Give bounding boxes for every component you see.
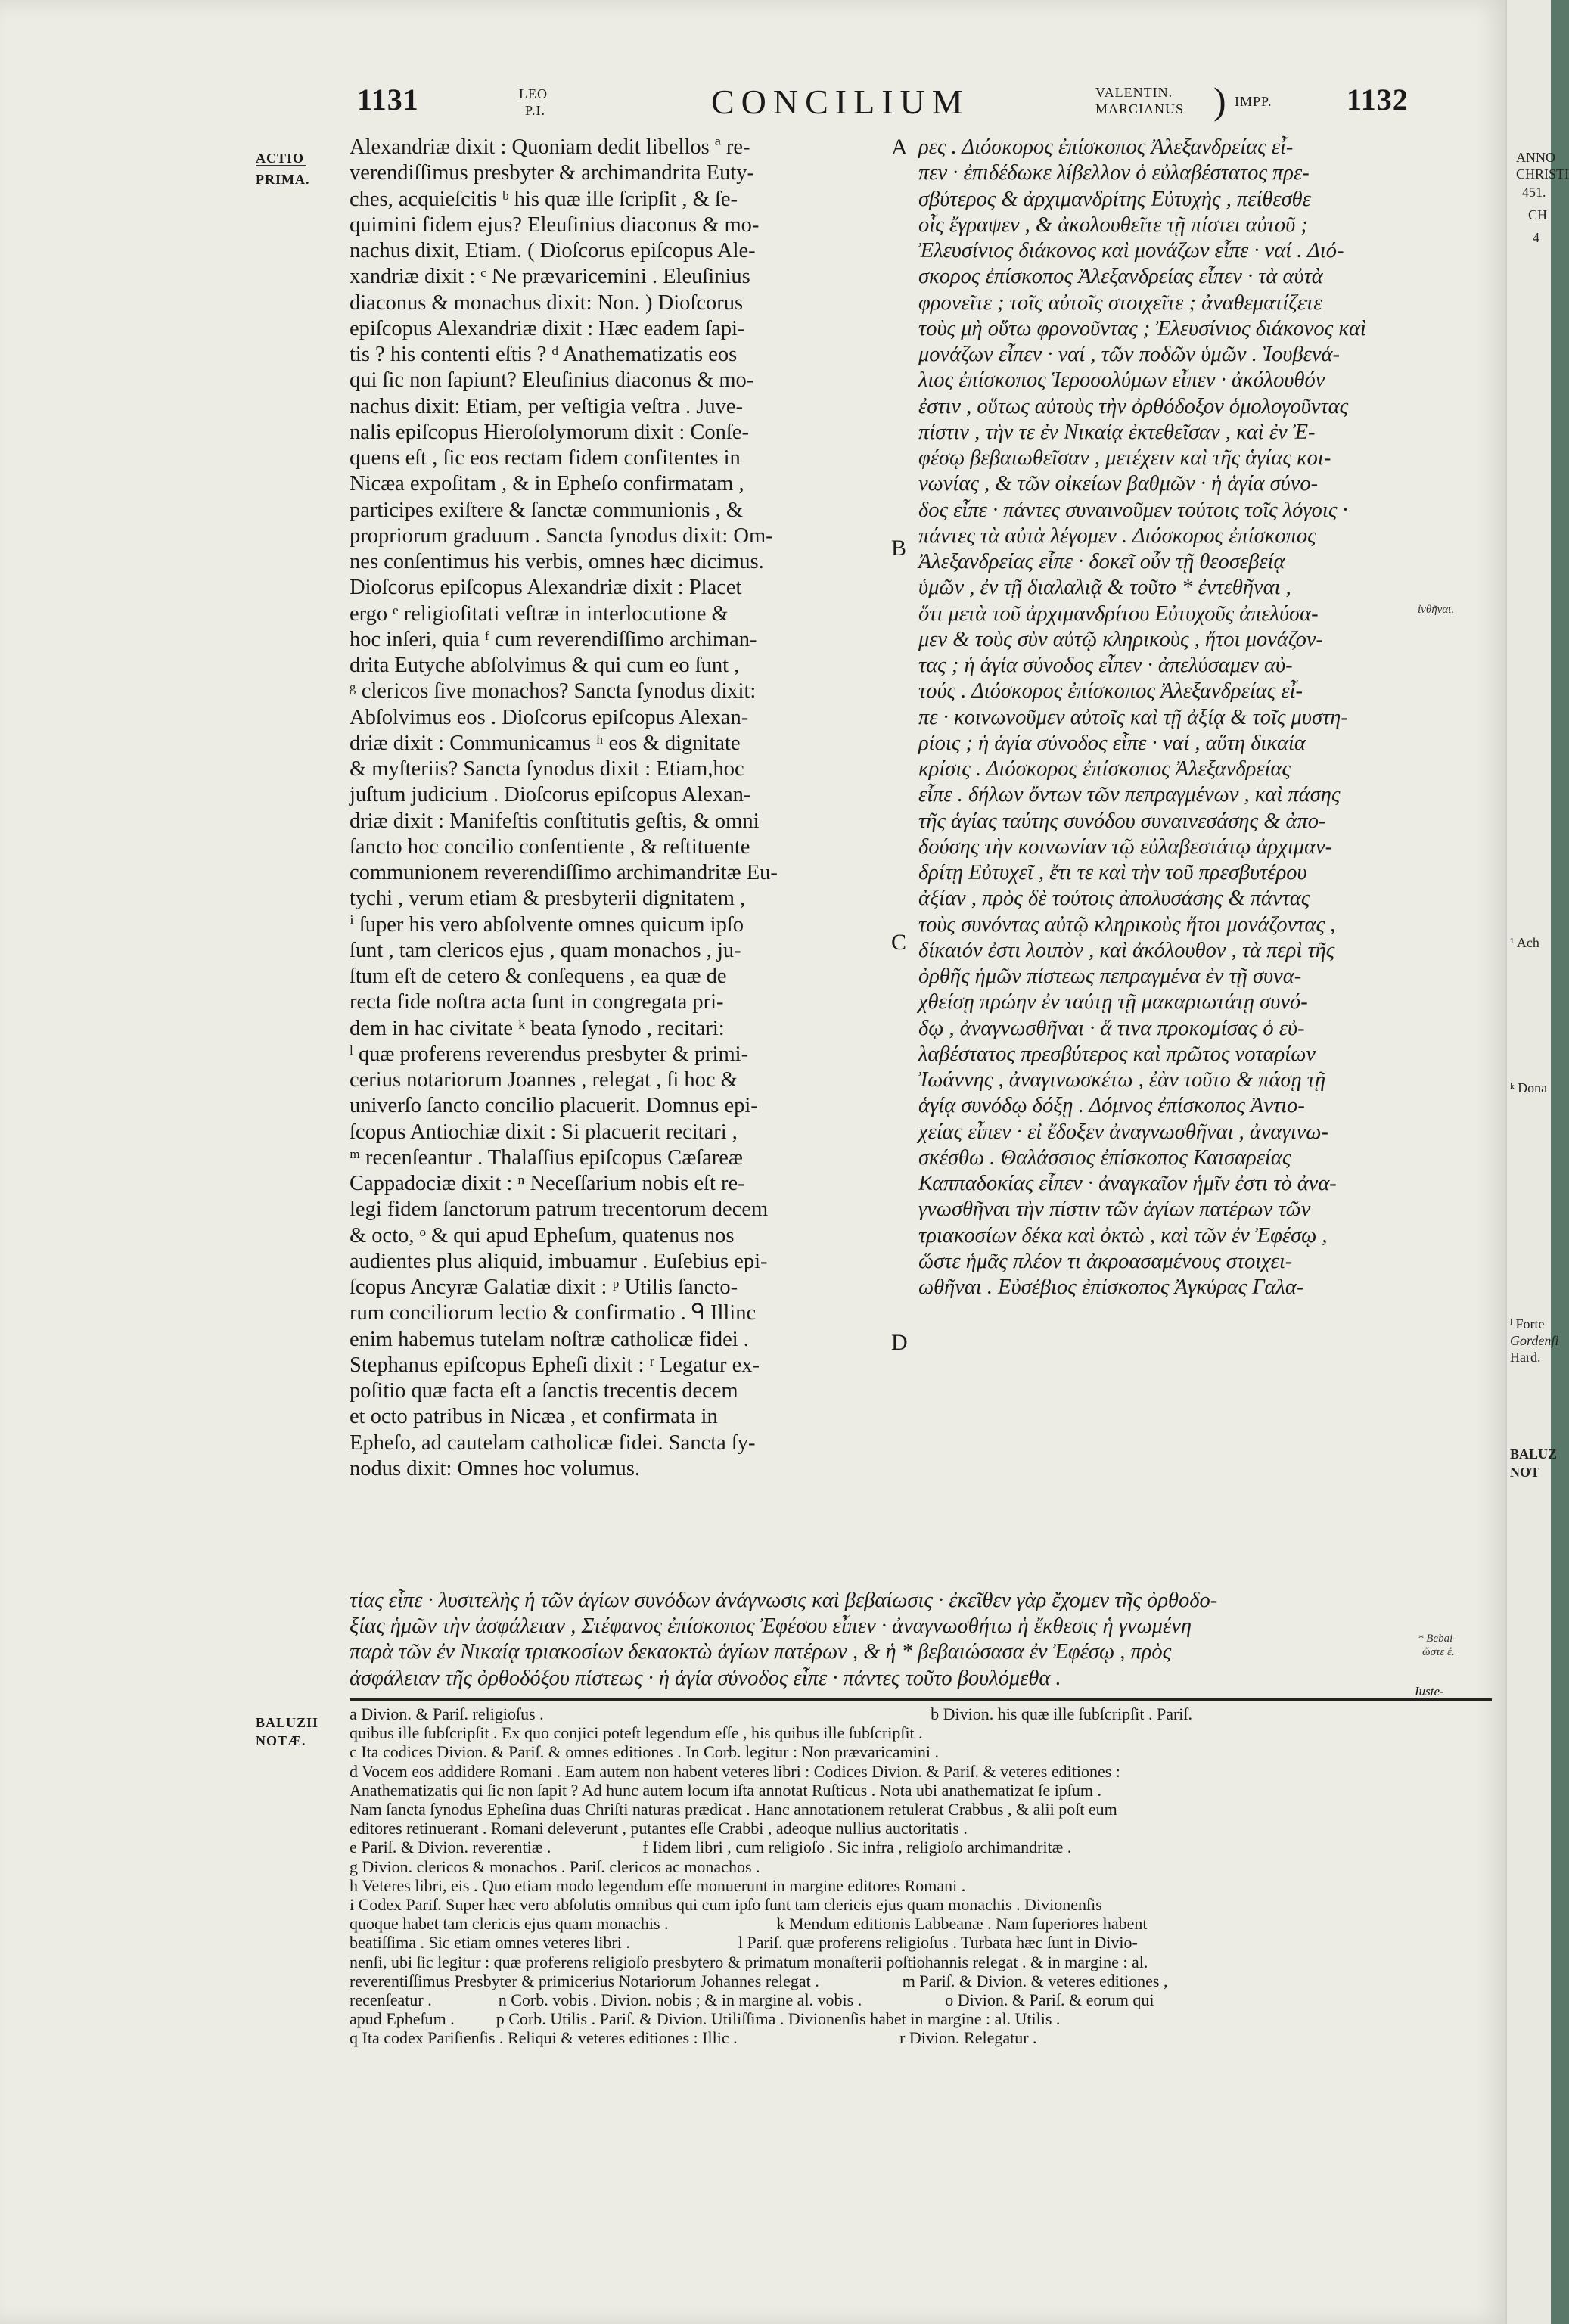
latin-line: Dioſcorus epiſcopus Alexandriæ dixit : Placet [350, 576, 742, 600]
note-line: quibus ille ſubſcripſit . Ex quo conjici poteſt legendum eſſe , his quibus ille ſubſcripſit . [350, 1723, 923, 1743]
margin-note-bebai: * Bebai- [1418, 1633, 1457, 1645]
note-line: h Veteres libri, eis . Quo etiam modo legendum eſſe monuerunt in margine editores Romani . [350, 1875, 966, 1895]
latin-line: nachus dixit: Etiam, per veſtigia veſtra . Juve- [350, 394, 743, 418]
greek-line: σκορος ἐπίσκοπος Ἀλεξανδρείας εἶπεν · τὰ αὐτὰ [918, 265, 1323, 289]
latin-line: & myſteriis? Sancta ſynodus dixit : Etiam,hoc [350, 757, 744, 781]
margin-note-hoste: ὥστε ἐ. [1422, 1646, 1455, 1658]
latin-line: ſcopus Antiochiæ dixit : Si placuerit recitari , [350, 1120, 738, 1144]
latin-line: nachus dixit, Etiam. ( Dioſcorus epiſcopus Ale- [350, 239, 756, 263]
note-line: beatiſſima . Sic etiam omnes veteres libri . l Pariſ. quæ proferens religioſus . Turbata hæc ſunt in Divio- [350, 1933, 1138, 1953]
latin-line: diaconus & monachus dixit: Non. ) Dioſcorus [350, 290, 744, 315]
greek-line: εἶπε . δήλων ὄντων τῶν πεπραγμένων , καὶ πάσης [918, 783, 1341, 807]
greek-continuation-line: ξίας ἡμῶν τὴν ἀσφάλειαν , Στέφανος ἐπίσκοπος Ἐφέσου εἶπεν · ἀναγνωσθήτω ἡ ἔκθεσις ἡ γνωμένη [350, 1614, 1192, 1639]
latin-line: participes exiſtere & ſanctæ communionis , & [350, 498, 743, 522]
latin-line: nodus dixit: Omnes hoc volumus. [350, 1456, 640, 1480]
greek-line: τοὺς συνόντας αὐτῷ κληρικοὺς ἤτοι μονάζοντας , [918, 912, 1336, 937]
latin-line: enim habemus tutelam noſtræ catholicæ fidei . [350, 1327, 749, 1351]
latin-line: driæ dixit : Communicamus ʰ eos & dignitate [350, 731, 741, 755]
latin-line: & octo, ᵒ & qui apud Epheſum, quatenus nos [350, 1223, 735, 1247]
greek-line: μονάζων εἶπεν · ναί , τῶν ποδῶν ὑμῶν . Ἰουβενά- [918, 343, 1340, 366]
greek-line: φρονεῖτε ; τοῖς αὐτοῖς στοιχεῖτε ; ἀναθεματίζετε [918, 290, 1322, 315]
note-line: d Vocem eos addidere Romani . Eam autem non habent veteres libri : Codices Divion. & Pariſ. & veteres editiones : [350, 1761, 1120, 1781]
margin-prima: PRIMA. [256, 172, 310, 187]
greek-line: τριακοσίων δέκα καὶ ὀκτὼ , καὶ τῶν ἐν Ἐφέσῳ , [918, 1223, 1328, 1247]
margin-note-enthenai: ἰνθῆναι. [1418, 604, 1455, 616]
greek-line: πε · κοινωνοῦμεν αὐτοῖς καὶ τῇ ἀξίᾳ & τοῖς μυστη- [918, 705, 1348, 729]
header-impp: IMPP. [1235, 94, 1272, 109]
greek-line: ὥστε ἡμᾶς πλέον τι ἀκροασαμένους στοιχει- [918, 1249, 1293, 1273]
greek-line: ὑμῶν , ἐν τῇ διαλαλιᾷ & τοῦτο * ἐντεθῆναι , [918, 576, 1291, 600]
latin-line: cerius notariorum Joannes , relegat , ſi hoc & [350, 1068, 738, 1092]
latin-line: hoc inſeri, quia ᶠ cum reverendiſſimo archiman- [350, 627, 757, 651]
latin-line: nalis epiſcopus Hieroſolymorum dixit : Conſe- [350, 420, 749, 444]
greek-line: κρίσις . Διόσκορος ἐπίσκοπος Ἀλεξανδρείας [918, 757, 1291, 781]
greek-line: σβύτερος & ἀρχιμανδρίτης Εὐτυχὴς , πείθεσθε [918, 187, 1311, 211]
latin-line: ſtum eſt de cetero & conſequens , ea quæ de [350, 965, 727, 988]
greek-line: γνωσθῆναι τὴν πίστιν τῶν ἁγίων πατέρων τῶν [918, 1198, 1311, 1222]
latin-line: audientes plus aliquid, imbuamur . Euſebius epi- [350, 1249, 768, 1273]
latin-line: rum conciliorum lectio & confirmatio . ᑫ Illinc [350, 1301, 757, 1325]
greek-line: Ἀλεξανδρείας εἶπε · δοκεῖ οὖν τῇ θεοσεβείᾳ [918, 550, 1285, 573]
greek-continuation-line: ἀσφάλειαν τῆς ὀρθοδόξου πίστεως · ἡ ἁγία σύνοδος εἶπε · πάντες τοῦτο βουλόμεθα . [350, 1666, 1061, 1690]
latin-line: ches, acquieſcitis ᵇ his quæ ille ſcripſit , & ſe- [350, 187, 738, 211]
greek-continuation [350, 1588, 1493, 1692]
note-line: apud Epheſum . p Corb. Utilis . Pariſ. & Divion. Utiliſſima . Divionenſis habet in margine : al. Utilis . [350, 2009, 1061, 2029]
next-year: 451. [1522, 185, 1546, 200]
running-title: CONCILIUM [711, 82, 970, 121]
note-line: quoque habet tam clericis ejus quam monachis . k Mendum editionis Labbeanæ . Nam ſuperiores habent [350, 1914, 1148, 1934]
greek-line: ωθῆναι . Εὐσέβιος ἐπίσκοπος Ἀγκύρας Γαλα- [918, 1275, 1304, 1299]
latin-line: tychi , verum etiam & presbyterii dignitatem , [350, 887, 746, 911]
note-line: editores retinuerant . Romani deleverunt , putantes eſſe Crabbi , adeoque nullius auctoritatis . [350, 1819, 968, 1838]
note-line: a Divion. & Pariſ. religioſus . b Divion. his quæ ille ſubſcripſit . Pariſ. [350, 1704, 1193, 1723]
greek-line: σκέσθω . Θαλάσσιος ἐπίσκοπος Καισαρείας [918, 1145, 1291, 1170]
greek-line: ἀξίαν , πρὸς δὲ τούτοις ἀπολυσάσης & πάντας [918, 887, 1310, 911]
greek-line: δρίτῃ Εὐτυχεῖ , ἔτι τε καὶ τὴν τοῦ πρεσβυτέρου [918, 861, 1307, 884]
greek-line: Ἰωάννης , ἀναγινωσκέτω , ἐὰν τοῦτο & πάσῃ τῇ [918, 1068, 1326, 1092]
margin-actio: ACTIO [256, 151, 305, 166]
next-dona: ᵏ Dona [1510, 1080, 1548, 1095]
next-ach: ¹ Ach [1510, 935, 1539, 950]
latin-line: ſunt , tam clericos ejus , quam monachos , ju- [350, 938, 741, 962]
header-brace: ) [1213, 79, 1226, 122]
note-line: e Pariſ. & Divion. reverentiæ . f Iidem libri , cum religioſo . Sic infra , religioſo archimandritæ . [350, 1838, 1072, 1857]
notes-rule [350, 1698, 1492, 1701]
column-marker-b: B [891, 536, 907, 561]
latin-line: Stephanus epiſcopus Epheſi dixit : ʳ Legatur ex- [350, 1353, 760, 1377]
greek-line: Ἐλευσίνιος διάκονος καὶ μονάζων εἶπε · ναί . Διό- [918, 239, 1344, 263]
next-not: NOT [1510, 1465, 1540, 1480]
latin-line: xandriæ dixit : ᶜ Ne prævaricemini . Eleuſinius [350, 265, 750, 289]
latin-line: ˡ quæ proferens reverendus presbyter & primi- [350, 1042, 749, 1066]
latin-line: tis ? his contenti eſtis ? ᵈ Anathematizatis eos [350, 343, 738, 366]
latin-line: verendiſſimus presbyter & archimandrita Euty- [350, 161, 755, 185]
header-leo: LEO [519, 86, 548, 101]
latin-line: recta fide noſtra acta ſunt in congregata pri- [350, 990, 724, 1014]
greek-line: ἐστιν , οὕτως αὐτοὺς τὴν ὀρθόδοξον ὁμολογοῦντας [918, 394, 1349, 418]
note-line: Nam ſancta ſynodus Epheſina duas Chriſti naturas prædicat . Hanc annotationem retulerat Crabbus , & alii poſt eum [350, 1800, 1117, 1819]
latin-line: quens eſt , ſic eos rectam fidem confitentes in [350, 446, 741, 470]
note-line: reverentiſſimus Presbyter & primicerius Notariorum Johannes relegat . m Pariſ. & Divion. & veteres editiones , [350, 1971, 1168, 1990]
next-ch: CH [1528, 207, 1548, 222]
page-number-right: 1132 [1347, 82, 1409, 117]
catchword: Iuste- [1415, 1684, 1444, 1698]
greek-line: δίκαιόν ἐστι λοιπὸν , καὶ ἀκόλουθον , τὰ περὶ τῆς [918, 938, 1335, 962]
latin-line: drita Eutyche abſolvimus & qui cum eo ſunt , [350, 654, 740, 677]
next-anno: ANNO [1516, 150, 1555, 165]
latin-line: ⁱ ſuper his vero abſolvente omnes quicum ipſo [350, 912, 744, 937]
header-valentin: VALENTIN. [1095, 85, 1173, 100]
latin-line: driæ dixit : Manifeſtis conſtitutis geſtis, & omni [350, 809, 760, 833]
latin-line: Cappadociæ dixit : ⁿ Neceſſarium nobis eſt re- [350, 1172, 745, 1195]
note-line: Anathematizatis qui ſic non ſapit ? Ad hunc autem locum iſta annotat Ruſticus . Nota ubi anathematizat ſe ipſum . [350, 1780, 1102, 1800]
latin-line: dem in hac civitate ᵏ beata ſynodo , recitari: [350, 1016, 725, 1040]
greek-line: Καππαδοκίας εἶπεν · ἀναγκαῖον ἡμῖν ἐστι τὸ ἀνα- [918, 1172, 1337, 1195]
greek-line: ὅτι μετὰ τοῦ ἀρχιμανδρίτου Εὐτυχοῦς ἀπελύσα- [918, 601, 1319, 626]
next-gordensi: Gordenſi [1510, 1333, 1559, 1348]
next-page-edge [1505, 0, 1569, 2324]
greek-line: δος εἶπε · πάντες συναινοῦμεν τούτοις τοῖς λόγοις · [918, 498, 1348, 522]
note-line: i Codex Pariſ. Super hæc vero abſolutis omnibus qui cum ipſo ſunt tam clericis ejus quam monachis . Divionenſis [350, 1895, 1102, 1915]
greek-line: νωνίας , & τῶν οἰκείων βαθμῶν · ἡ ἁγία σύνο- [918, 472, 1319, 496]
note-line: nenſi, ubi ſic legitur : quæ proferens religioſo presbytero & primatum monaſterii poſtiohannis relegat . & in margine : al. [350, 1952, 1148, 1971]
latin-line: communionem reverendiſſimo archimandritæ Eu- [350, 861, 778, 884]
latin-line: univerſo ſancto concilio placuerit. Domnus epi- [350, 1094, 758, 1118]
latin-column [350, 135, 883, 1482]
note-line: g Divion. clericos & monachos . Pariſ. clericos ac monachos . [350, 1856, 760, 1876]
header-pope: P.I. [525, 103, 546, 118]
latin-line: Alexandriæ dixit : Quoniam dedit libellos ª re- [350, 135, 750, 159]
latin-line: Nicæa expoſitam , & in Epheſo confirmatam , [350, 472, 744, 496]
greek-line: πάντες τὰ αὐτὰ λέγομεν . Διόσκορος ἐπίσκοπος [918, 524, 1316, 548]
latin-line: quimini fidem ejus? Eleuſinius diaconus & mo- [350, 213, 760, 237]
note-line: c Ita codices Divion. & Pariſ. & omnes editiones . In Corb. legitur : Non prævaricamini . [350, 1742, 940, 1762]
column-marker-d: D [891, 1330, 908, 1355]
greek-line: λιος ἐπίσκοπος Ἱεροσολύμων εἶπεν · ἀκόλουθόν [918, 368, 1325, 393]
latin-line: propriorum graduum . Sancta ſynodus dixit: Om- [350, 524, 773, 548]
next-christi: CHRISTI [1516, 166, 1569, 182]
greek-line: οἷς ἔγραψεν , & ἀκολουθεῖτε τῇ πίστει αὐτοῦ ; [918, 213, 1308, 237]
greek-column [918, 135, 1493, 1300]
margin-rule [256, 165, 306, 166]
latin-line: poſitio quæ facta eſt a ſanctis trecentis decem [350, 1379, 738, 1403]
next-four: 4 [1533, 230, 1539, 245]
latin-line: nes conſentimus his verbis, omnes hæc dicimus. [350, 550, 764, 573]
greek-line: λαβέστατος πρεσβύτερος καὶ πρῶτος νοταρίων [918, 1042, 1316, 1066]
greek-line: πίστιν , τὴν τε ἐν Νικαίᾳ ἐκτεθεῖσαν , καὶ ἐν Ἐ- [918, 420, 1316, 444]
margin-baluzii: BALUZII [256, 1715, 319, 1730]
latin-line: ᵐ recenſeantur . Thalaſſius epiſcopus Cæſareæ [350, 1145, 743, 1170]
latin-line: et octo patribus in Nicæa , et confirmata in [350, 1405, 718, 1429]
latin-line: ſcopus Ancyræ Galatiæ dixit : ᵖ Utilis ſancto- [350, 1275, 738, 1299]
greek-line: τας ; ἡ ἁγία σύνοδος εἶπεν · ἀπελύσαμεν αὐ- [918, 654, 1293, 677]
next-hard: Hard. [1510, 1350, 1541, 1365]
latin-line: ergo ᵉ religioſitati veſtræ in interlocutione & [350, 601, 729, 626]
greek-line: φέσῳ βεβαιωθεῖσαν , μετέχειν καὶ τῆς ἁγίας κοι- [918, 446, 1331, 470]
greek-line: μεν & τοὺς σὺν αὐτῷ κληρικοὺς , ἤτοι μονάζον- [918, 627, 1324, 651]
header-marcianus: MARCIANUS [1095, 101, 1185, 117]
note-line: q Ita codex Pariſienſis . Reliqui & veteres editiones : Illic . r Divion. Relegatur . [350, 2028, 1037, 2048]
latin-line: legi fidem ſanctorum patrum trecentorum decem [350, 1198, 769, 1222]
margin-notae: NOTÆ. [256, 1733, 306, 1748]
note-line: recenſeatur . n Corb. vobis . Divion. nobis ; & in margine al. vobis . o Divion. & Pariſ. & eorum qui [350, 1990, 1154, 2010]
greek-line: δούσης τὴν κοινωνίαν τῷ εὐλαβεστάτῳ ἀρχιμαν- [918, 834, 1333, 859]
greek-line: τῆς ἁγίας ταύτης συνόδου συναινεσάσης & ἀπο- [918, 809, 1326, 833]
page-number-left: 1131 [357, 82, 419, 117]
next-baluz: BALUZ [1510, 1446, 1558, 1462]
latin-line: qui ſic non ſapiunt? Eleuſinius diaconus & mo- [350, 368, 754, 393]
greek-continuation-line: τίας εἶπε · λυσιτελὴς ἡ τῶν ἁγίων συνόδων ἀνάγνωσις καὶ βεβαίωσις · ἐκεῖθεν γὰρ ἔχομεν τῆς ὀρθοδο- [350, 1589, 1218, 1612]
footnotes [350, 1704, 1492, 2048]
next-forte: ˡ Forte [1510, 1316, 1545, 1331]
greek-line: ἁγίᾳ συνόδῳ δόξῃ . Δόμνος ἐπίσκοπος Ἀντιο- [918, 1094, 1305, 1118]
greek-line: ρίοις ; ἡ ἁγία σύνοδος εἶπε · ναί , αὕτη δικαία [918, 731, 1306, 755]
greek-line: χθείσῃ πρώην ἐν ταύτῃ τῇ μακαριωτάτῃ συνό- [918, 990, 1308, 1014]
greek-line: τούς . Διόσκορος ἐπίσκοπος Ἀλεξανδρείας εἶ- [918, 679, 1303, 704]
greek-line: χείας εἶπεν · εἰ ἔδοξεν ἀναγνωσθῆναι , ἀναγινω- [918, 1120, 1328, 1144]
column-marker-c: C [891, 930, 907, 955]
latin-line: Abſolvimus eos . Dioſcorus epiſcopus Alexan- [350, 705, 749, 729]
greek-line: ρες . Διόσκορος ἐπίσκοπος Ἀλεξανδρείας εἶ- [918, 135, 1294, 159]
latin-line: epiſcopus Alexandriæ dixit : Hæc eadem ſapi- [350, 316, 745, 340]
latin-line: Epheſo, ad cautelam catholicæ fidei. Sancta ſy- [350, 1431, 756, 1455]
latin-line: juſtum judicium . Dioſcorus epiſcopus Alexan- [350, 783, 751, 807]
latin-line: ᵍ clericos ſive monachos? Sancta ſynodus dixit: [350, 679, 757, 704]
latin-line: ſancto hoc concilio conſentiente , & reſtituente [350, 834, 750, 859]
greek-line: ὀρθῆς ἡμῶν πίστεως πεπραγμένα ἐν τῇ συνα- [918, 965, 1302, 988]
greek-line: δῳ , ἀναγνωσθῆναι · ἅ τινα προκομίσας ὁ εὐ- [918, 1016, 1305, 1040]
greek-continuation-line: παρὰ τῶν ἐν Νικαίᾳ τριακοσίων δεκαοκτὼ ἁγίων πατέρων , & ἡ * βεβαιώσασα ἐν Ἐφέσῳ , πρὸς [350, 1640, 1172, 1664]
column-marker-a: A [891, 135, 908, 160]
greek-line: τοὺς μὴ οὕτω φρονοῦντας ; Ἐλευσίνιος διάκονος καὶ [918, 316, 1366, 340]
greek-line: πεν · ἐπιδέδωκε λίβελλον ὁ εὐλαβέστατος πρε- [918, 161, 1310, 185]
